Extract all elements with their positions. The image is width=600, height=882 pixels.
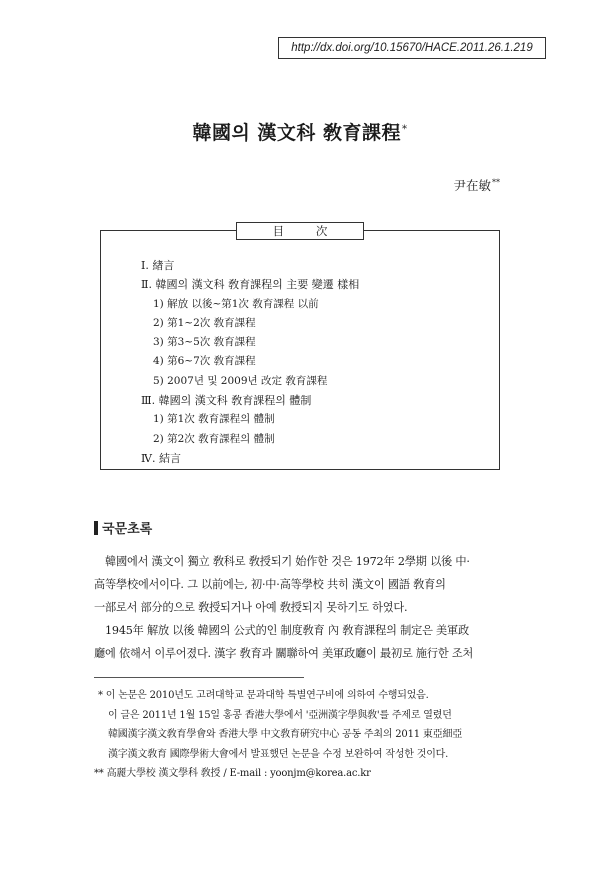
abstract-heading (94, 518, 152, 537)
toc-item: Ⅰ. 緖言 (141, 259, 175, 272)
toc-subitem: 1) 解放 以後~第1次 敎育課程 以前 (153, 297, 319, 310)
footnote-divider (94, 677, 304, 678)
title-text: 韓國의 漢文科 敎育課程 (192, 122, 402, 144)
footnote: 漢字漢文敎育 國際學術大會에서 발표했던 논문을 수정 보완하여 작성한 것이다. (108, 748, 449, 760)
title-footnote-mark: * (402, 123, 408, 135)
author (453, 176, 500, 194)
toc-subitem: 1) 第1次 敎育課程의 體制 (153, 413, 275, 426)
body-line: 高等學校에서이다. 그 以前에는, 初·中·高等學校 共히 漢文이 國語 敎育의 (94, 578, 446, 591)
abstract-heading-text: 국문초록 (102, 522, 153, 537)
toc-item: Ⅱ. 韓國의 漢文科 敎育課程의 主要 變遷 樣相 (141, 278, 360, 292)
body-line: 一部로서 部分的으로 敎授되거나 아예 敎授되지 못하기도 하였다. (94, 601, 408, 614)
doi-link[interactable]: http://dx.doi.org/10.15670/HACE.2011.26.1.219 (278, 37, 546, 59)
author-footnote-mark: ** (492, 177, 500, 187)
author-name: 尹在敏 (453, 178, 491, 193)
toc-subitem: 5) 2007년 및 2009년 改定 敎育課程 (153, 374, 328, 387)
toc-heading: 目 次 (236, 222, 364, 240)
toc-subitem: 3) 第3~5次 敎育課程 (153, 336, 256, 349)
body-line: 廳에 依해서 이루어졌다. 漢字 敎育과 關聯하여 美軍政廳이 最初로 施行한 조처 (94, 647, 474, 660)
body-line: 1945年 解放 以後 韓國의 公式的인 制度敎育 內 敎育課程의 制定은 美軍政 (105, 624, 470, 637)
footnote: 이 글은 2011년 1월 15일 홍콩 香港大學에서 '亞洲漢字學與敎'를 주제로 열렸던 (108, 709, 452, 721)
article-title (0, 118, 600, 145)
toc-subitem: 2) 第2次 敎育課程의 體制 (153, 432, 275, 445)
footnotes (94, 686, 514, 784)
footnote: ** 高麗大學校 漢文學科 敎授 / E-mail : yoonjm@korea.ac.kr (94, 768, 371, 779)
footnote: 韓國漢字漢文敎育學會와 香港大學 中文敎育硏究中心 공동 주최의 2011 東亞細亞 (108, 729, 463, 740)
heading-bar (94, 521, 98, 535)
toc-subitem: 2) 第1~2次 敎育課程 (153, 316, 256, 329)
toc-item: Ⅲ. 韓國의 漢文科 敎育課程의 體制 (141, 394, 312, 408)
toc-item: Ⅳ. 結言 (141, 451, 181, 465)
toc-list (141, 256, 359, 468)
body-line: 韓國에서 漢文이 獨立 敎科로 敎授되기 始作한 것은 1972年 2學期 以後 中· (105, 555, 470, 568)
footnote: * 이 논문은 2010년도 고려대학교 문과대학 특별연구비에 의하여 수행되었음. (98, 690, 429, 701)
abstract-body (94, 550, 506, 665)
toc-subitem: 4) 第6~7次 敎育課程 (153, 355, 256, 368)
